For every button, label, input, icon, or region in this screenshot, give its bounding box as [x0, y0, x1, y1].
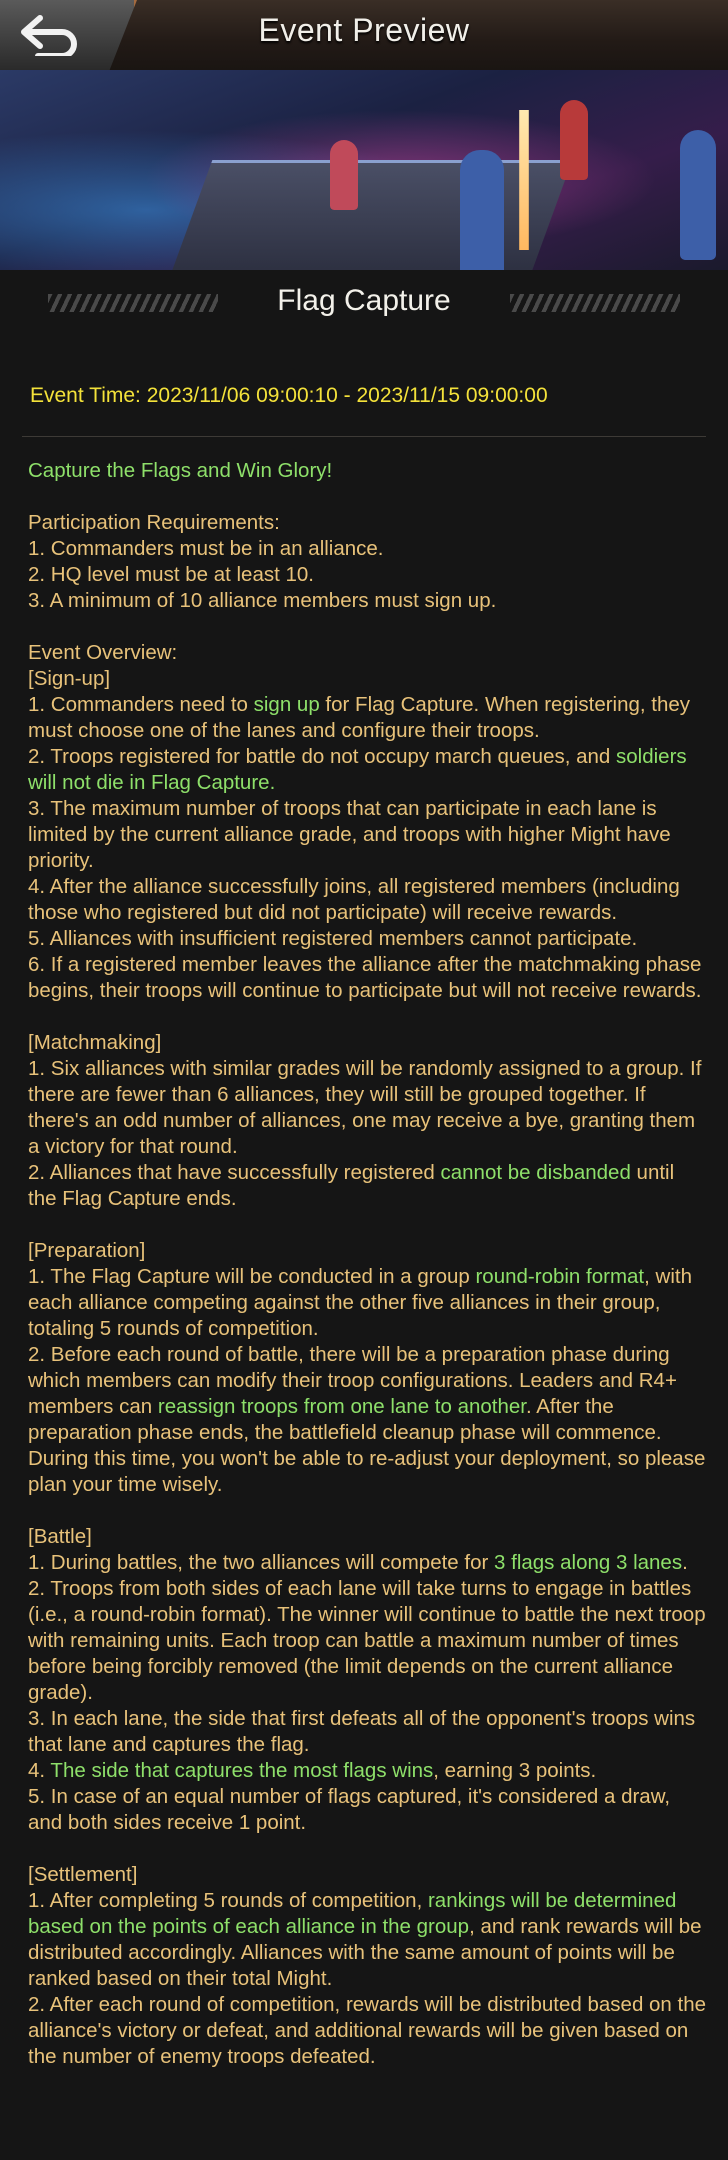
battle-rule-3: 3. In each lane, the side that first defeats all of the opponent's troops wins that lane and captures the flag.	[28, 1707, 696, 1756]
participation-item: 2. HQ level must be at least 10.	[28, 563, 314, 586]
battle-heading: [Battle]	[28, 1525, 92, 1548]
event-title-band	[0, 282, 728, 324]
matchmaking-heading: [Matchmaking]	[28, 1031, 162, 1054]
preparation-heading: [Preparation]	[28, 1239, 146, 1262]
event-time: Event Time: 2023/11/06 09:00:10 - 2023/11/15 09:00:00	[30, 384, 548, 407]
header-bar	[0, 0, 728, 72]
participation-heading: Participation Requirements:	[28, 511, 280, 534]
participation-item: 1. Commanders must be in an alliance.	[28, 537, 384, 560]
event-description	[28, 458, 708, 2070]
preparation-rule-2: 2. Before each round of battle, there will be a preparation phase during which members can modify their troop configurations. Leaders and R4+ members can reassign troops from one lane to another. After the preparation phase ends, the battlefield cleanup phase will commence. During this time, you won't be able to re-adjust your deployment, so please plan your time wisely.	[28, 1343, 706, 1496]
settlement-heading: [Settlement]	[28, 1863, 138, 1886]
signup-rule-3: 3. The maximum number of troops that can participate in each lane is limited by the current alliance grade, and troops with higher Might have priority.	[28, 797, 671, 872]
battle-rule-2: 2. Troops from both sides of each lane will take turns to engage in battles (i.e., a round-robin format). The winner will continue to battle the next troop with remaining units. Each troop can battle a maximum number of times before being forcibly removed (the limit depends on the current alliance grade).	[28, 1577, 706, 1704]
battle-rule-1: 1. During battles, the two alliances will compete for 3 flags along 3 lanes.	[28, 1551, 688, 1574]
preparation-rule-1: 1. The Flag Capture will be conducted in a group round-robin format, with each alliance competing against the other five alliances in their group, totaling 5 rounds of competition.	[28, 1265, 692, 1340]
matchmaking-rule-2: 2. Alliances that have successfully registered cannot be disbanded until the Flag Capture ends.	[28, 1161, 675, 1210]
signup-rule-6: 6. If a registered member leaves the alliance after the matchmaking phase begins, their troops will continue to participate but will not receive rewards.	[28, 953, 702, 1002]
page-title: Event Preview	[258, 12, 470, 48]
signup-rule-4: 4. After the alliance successfully joins, all registered members (including those who registered but did not participate) will receive rewards.	[28, 875, 680, 924]
divider	[22, 436, 706, 437]
battle-rule-5: 5. In case of an equal number of flags captured, it's considered a draw, and both sides receive 1 point.	[28, 1785, 671, 1834]
settlement-rule-2: 2. After each round of competition, rewards will be distributed based on the alliance's victory or defeat, and additional rewards will be given based on the number of enemy troops defeated.	[28, 1993, 707, 2068]
signup-rule-1: 1. Commanders need to sign up for Flag Capture. When registering, they must choose one of the lanes and configure their troops.	[28, 693, 691, 742]
participation-item: 3. A minimum of 10 alliance members must sign up.	[28, 589, 497, 612]
overview-heading: Event Overview:	[28, 641, 178, 664]
event-banner-image	[0, 70, 728, 270]
signup-rule-5: 5. Alliances with insufficient registered members cannot participate.	[28, 927, 638, 950]
event-title: Flag Capture	[277, 284, 451, 317]
signup-heading: [Sign-up]	[28, 667, 111, 690]
battle-rule-4: 4. The side that captures the most flags wins, earning 3 points.	[28, 1759, 597, 1782]
matchmaking-rule-1: 1. Six alliances with similar grades will be randomly assigned to a group. If there are fewer than 6 alliances, they will still be grouped together. If there's an odd number of alliances, one may receive a bye, granting them a victory for that round.	[28, 1057, 702, 1158]
tagline: Capture the Flags and Win Glory!	[28, 459, 333, 482]
settlement-rule-1: 1. After completing 5 rounds of competition, rankings will be determined based on the points of each alliance in the group, and rank rewards will be distributed accordingly. Alliances with the same amount of points will be ranked based on their total Might.	[28, 1889, 702, 1990]
signup-rule-2: 2. Troops registered for battle do not occupy march queues, and soldiers will not die in Flag Capture.	[28, 745, 687, 794]
